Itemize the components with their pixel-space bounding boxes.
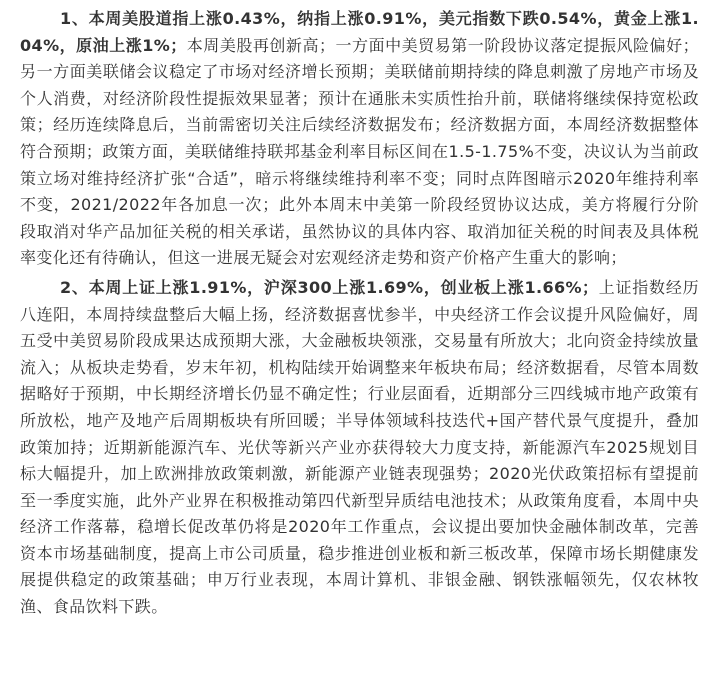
paragraph-a-share-market: [20, 275, 699, 621]
paragraph-text-a-share-market: 上证指数经历八连阳，本周持续盘整后大幅上扬，经济数据喜忧参半，中央经济工作会议提升风险偏好，周五受中美贸易阶段成果达成预期大涨，大金融板块领涨，交易量有所放大；北向资金持续放量流入；从板块走势看，岁末年初，机构陆续开始调整来年板块布局；经济数据看，尽管本周数据略好于预期，中长期经济增长仍显不确定性；行业层面看，近期部分三四线城市地产政策有所放松，地产及地产后周期板块有所回暖；半导体领域科技迭代+国产替代景气度提升，叠加政策加持；近期新能源汽车、光伏等新兴产业亦获得较大力度支持，新能源汽车2025规划目标大幅提升，加上欧洲排放政策刺激，新能源产业链表现强势；2020光伏政策招标有望提前至一季度实施，此外产业界在积极推动第四代新型异质结电池技术；从政策角度看，本周中央经济工作落幕，稳增长促改革仍将是2020年工作重点，会议提出要加快金融体制改革，完善资本市场基础制度，提高上市公司质量，稳步推进创业板和新三板改革，保障市场长期健康发展提供稳定的政策基础；申万行业表现，本周计算机、非银金融、钢铁涨幅领先，仅农林牧渔、食品饮料下跌。: [20, 277, 699, 617]
paragraph-text-us-market: 本周美股再创新高；一方面中美贸易第一阶段协议落定提振风险偏好；另一方面美联储会议稳定了市场对经济增长预期；美联储前期持续的降息刺激了房地产市场及个人消费，对经济阶段性提振效果显著；预计在通胀未实质性抬升前，联储将继续保持宽松政策；经历连续降息后，当前需密切关注后续经济数据发布；经济数据方面，本周经济数据整体符合预期；政策方面，美联储维持联邦基金利率目标区间在1.5-1.75%不变，决议认为当前政策立场对维持经济扩张“合适”，暗示将继续维持利率不变；同时点阵图暗示2020年维持利率不变，2021/2022年各加息一次；此外本周末中美第一阶段经贸协议达成，美方将履行分阶段取消对华产品加征关税的相关承诺，虽然协议的具体内容、取消加征关税的时间表及具体税率变化还有待确认，但这一进展无疑会对宏观经济走势和资产价格产生重大的影响；: [20, 35, 699, 268]
paragraph-lead-a-share-market: 2、本周上证上涨1.91%，沪深300上涨1.69%，创业板上涨1.66%；: [60, 277, 599, 297]
paragraph-us-market: [20, 6, 699, 272]
paragraph-lead-us-market: 1、本周美股道指上涨0.43%，纳指上涨0.91%，美元指数下跌0.54%，黄金上涨1.04%，原油上涨1%；: [20, 9, 699, 55]
